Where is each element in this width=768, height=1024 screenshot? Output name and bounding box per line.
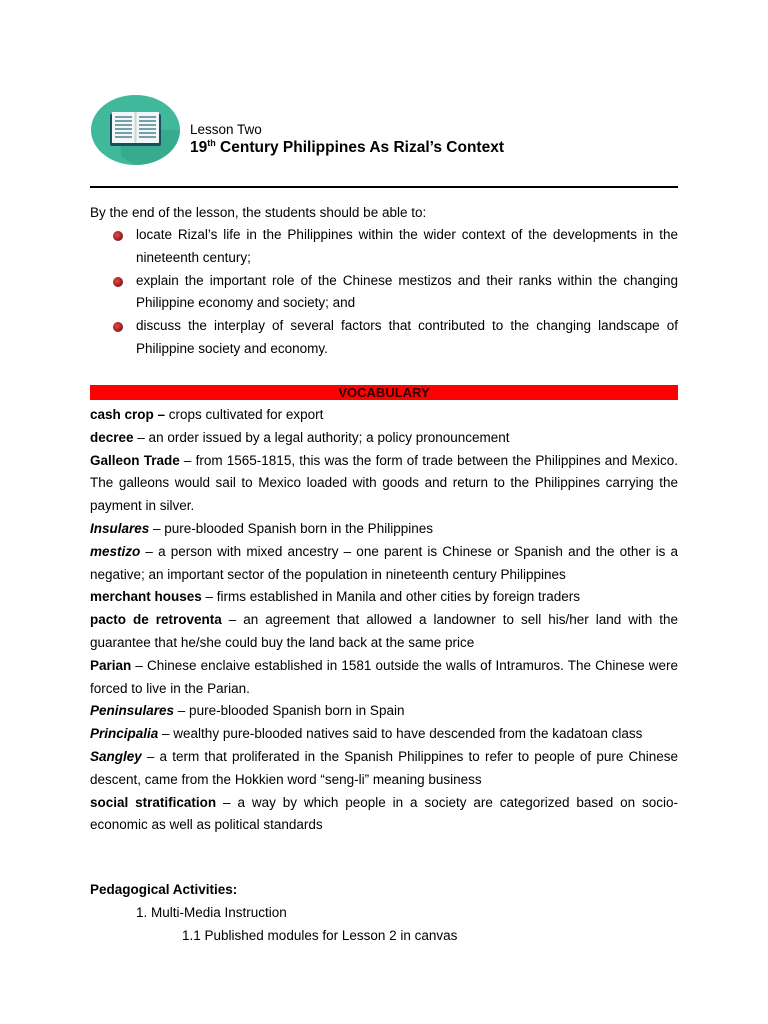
vocabulary-entry (90, 723, 678, 746)
lesson-title (190, 138, 504, 157)
vocabulary-definition: – firms established in Manila and other cities by foreign traders (201, 589, 580, 605)
vocabulary-definition: – from 1565-1815, this was the form of trade between the Philippines and Mexico. The galleons would sail to Mexico loaded with goods and return to the Philippines carrying the payment in silver. (90, 452, 679, 514)
vocabulary-heading: VOCABULARY (90, 385, 678, 400)
vocabulary-definition: crops cultivated for export (165, 407, 324, 422)
vocabulary-entry (90, 655, 678, 701)
vocabulary-entry (90, 541, 678, 587)
vocabulary-entry (90, 586, 678, 609)
vocabulary-term: pacto de retroventa (90, 612, 222, 628)
bullet-icon (113, 277, 123, 287)
vocabulary-entry (90, 404, 678, 427)
objective-item (110, 315, 678, 361)
vocabulary-term: cash crop – (90, 407, 166, 422)
vocabulary-definition: – pure-blooded Spanish born in Spain (174, 703, 405, 719)
objectives-list (110, 224, 678, 361)
lesson-label: Lesson Two (190, 122, 262, 137)
objectives-intro: By the end of the lesson, the students should be able to: (90, 205, 427, 220)
vocabulary-list (90, 404, 678, 837)
vocabulary-definition: – pure-blooded Spanish born in the Philippines (149, 520, 433, 536)
title-number: 19 (190, 139, 208, 156)
bullet-icon (113, 322, 123, 332)
vocabulary-entry (90, 700, 678, 723)
vocabulary-definition: – an order issued by a legal authority; a policy pronouncement (133, 429, 510, 445)
vocabulary-entry (90, 746, 678, 792)
vocabulary-term: merchant houses (90, 589, 202, 605)
vocabulary-term: Galleon Trade (90, 452, 180, 468)
title-superscript: th (207, 138, 216, 148)
vocabulary-term: decree (90, 429, 134, 445)
vocabulary-definition: – a term that proliferated in the Spanish Philippines to refer to people of pure Chinese descent, came from the Hokkien word “seng-li” meaning business (90, 748, 678, 787)
activity-item: 1. Multi-Media Instruction (136, 904, 287, 920)
pedagogical-activities (90, 879, 678, 947)
open-book-icon (91, 95, 180, 165)
objective-text: explain the important role of the Chinese mestizos and their ranks within the changing Philippine economy and society; and (136, 272, 678, 311)
vocabulary-term: Sangley (90, 748, 142, 764)
activity-subitem: 1.1 Published modules for Lesson 2 in canvas (182, 927, 458, 943)
vocabulary-definition: – an agreement that allowed a landowner to sell his/her land with the guarantee that he/she could buy the land back at the same price (90, 612, 678, 650)
vocabulary-entry (90, 518, 678, 541)
objective-item (110, 270, 678, 316)
vocabulary-entry (90, 609, 678, 655)
vocabulary-definition: – a person with mixed ancestry – one parent is Chinese or Spanish and the other is a negative; an important sector of the population in nineteenth century Philippines (90, 543, 678, 582)
vocabulary-term: mestizo (90, 543, 141, 559)
vocabulary-definition: – a way by which people in a society are categorized based on socio-economic as well as political standards (90, 794, 678, 833)
vocabulary-entry (90, 450, 678, 518)
header-divider (90, 186, 678, 188)
vocabulary-term: Insulares (90, 520, 150, 536)
title-text: Century Philippines As Rizal’s Context (215, 139, 504, 156)
vocabulary-entry (90, 792, 678, 838)
activities-heading: Pedagogical Activities: (90, 882, 238, 897)
vocabulary-term: Parian (90, 657, 132, 673)
vocabulary-definition: – wealthy pure-blooded natives said to have descended from the kadatoan class (158, 726, 643, 742)
objective-text: discuss the interplay of several factors that contributed to the changing landscape of Philippine society and economy. (136, 318, 678, 356)
vocabulary-entry (90, 427, 678, 450)
objective-text: locate Rizal’s life in the Philippines within the wider context of the developments in the nineteenth century; (136, 227, 678, 265)
vocabulary-term: social stratification (90, 794, 217, 810)
vocabulary-definition: – Chinese enclaive established in 1581 outside the walls of Intramuros. The Chinese were forced to live in the Parian. (90, 657, 678, 696)
objective-item (110, 224, 678, 270)
vocabulary-term: Peninsulares (90, 703, 175, 719)
bullet-icon (113, 231, 123, 241)
vocabulary-term: Principalia (90, 726, 159, 742)
